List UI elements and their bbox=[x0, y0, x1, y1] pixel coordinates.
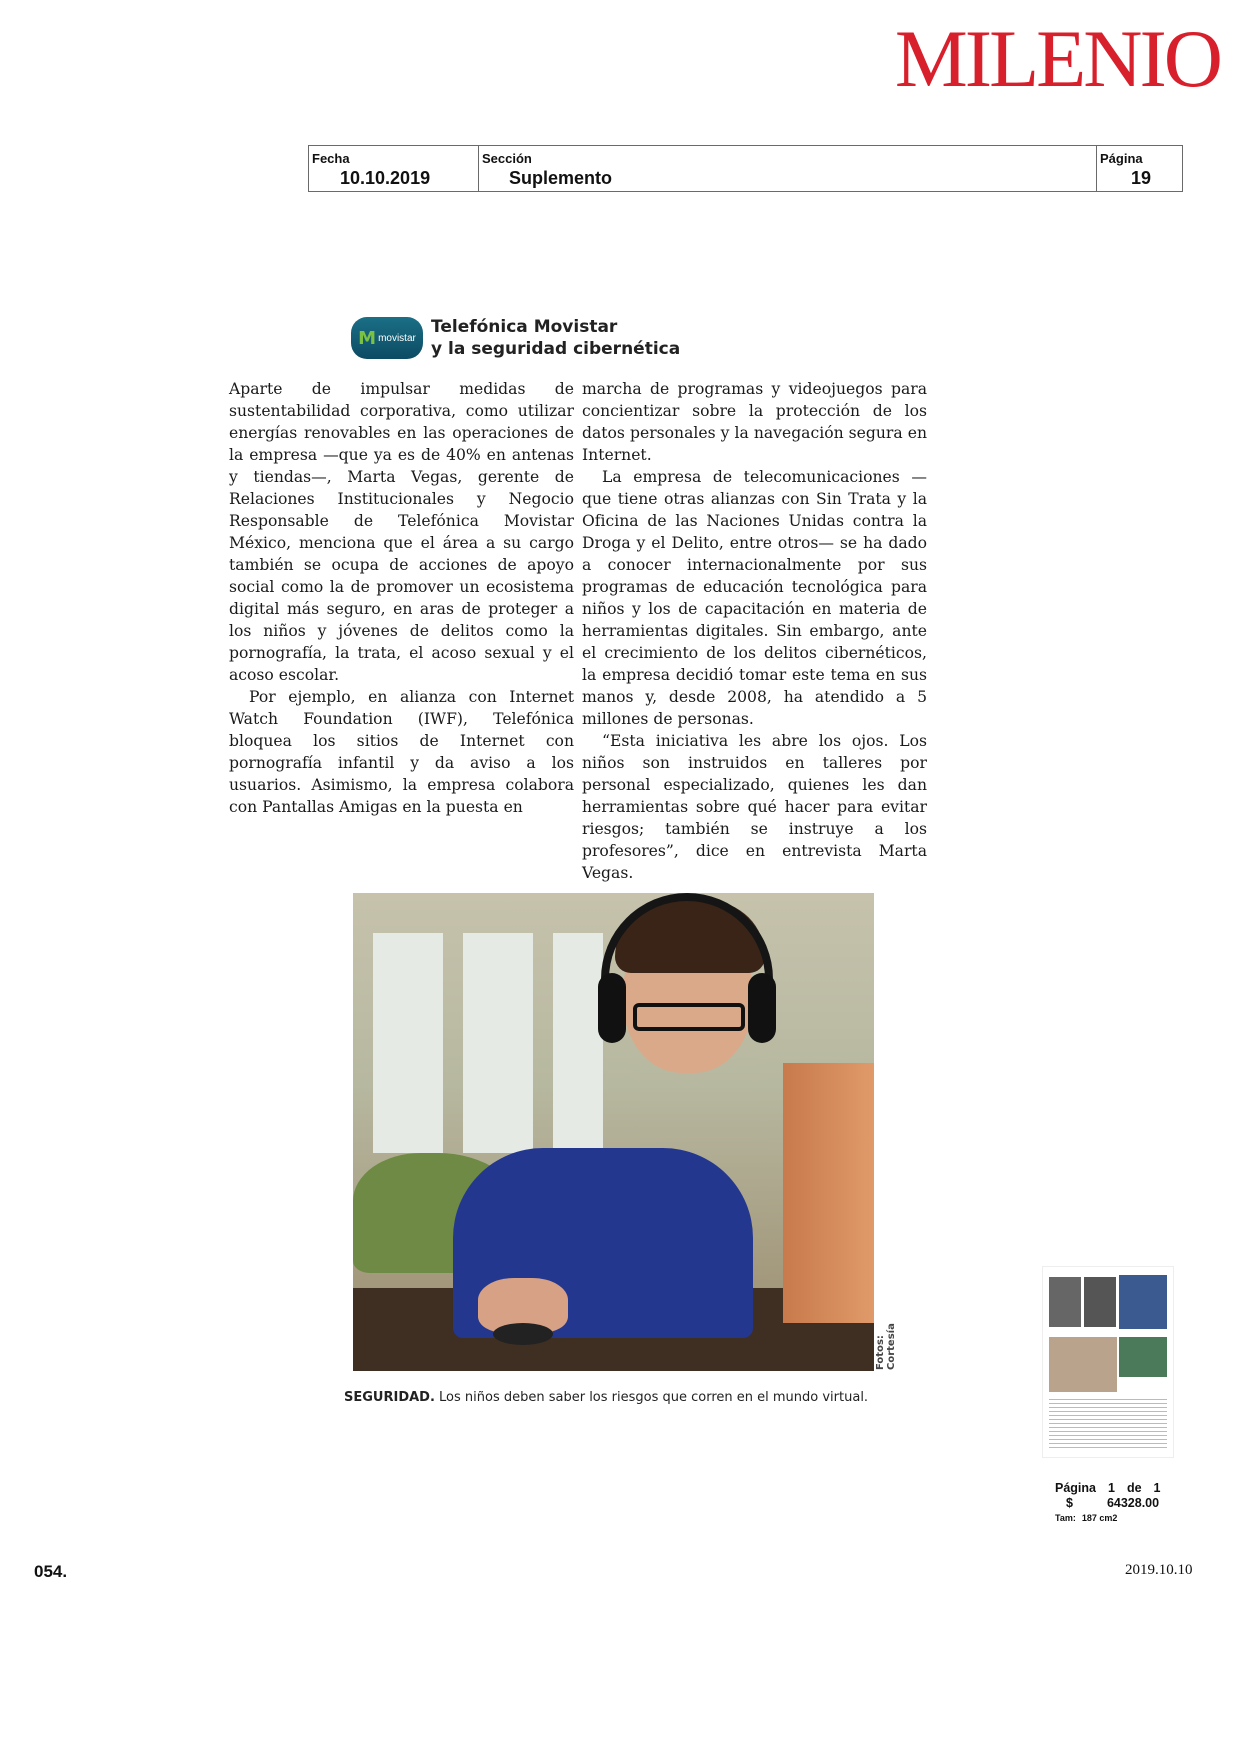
article-column-right bbox=[582, 378, 927, 884]
fecha-label: Fecha bbox=[312, 151, 350, 166]
tam-value: 187 cm2 bbox=[1081, 1513, 1118, 1523]
article-title bbox=[431, 316, 680, 360]
headphone-cup bbox=[598, 973, 626, 1043]
page-info bbox=[1055, 1481, 1195, 1526]
glasses-icon bbox=[633, 1003, 745, 1031]
pagina-current: 1 bbox=[1108, 1481, 1115, 1495]
photo-window bbox=[463, 933, 533, 1153]
de-label: de bbox=[1126, 1481, 1142, 1495]
seccion-cell bbox=[479, 146, 1097, 191]
photo-window bbox=[553, 933, 603, 1153]
caption-text: Los niños deben saber los riesgos que corren en el mundo virtual. bbox=[434, 1390, 869, 1405]
seccion-label: Sección bbox=[482, 151, 532, 166]
tam-label: Tam: bbox=[1055, 1513, 1076, 1523]
cost-symbol: $ bbox=[1066, 1496, 1073, 1510]
paragraph: Aparte de impulsar medidas de sustentabilidad corporativa, como utilizar energías renovables en las operaciones de la empresa —que ya es de 40% en antenas y tiendas—, Marta Vegas, gerente de Relaciones Institucionales y Negocio Responsable de Telefónica Movistar México, menciona que el área a su cargo también se ocupa de acciones de apoyo social como la de promover un ecosistema digital más seguro, en aras de proteger a los niños y jóvenes de delitos como la pornografía, la trata, el acoso sexual y el acoso escolar. bbox=[229, 380, 574, 684]
article-title-line2: y la seguridad cibernética bbox=[431, 339, 681, 359]
pagina-total: 1 bbox=[1153, 1481, 1161, 1495]
pagina-count-label: Página bbox=[1055, 1481, 1096, 1495]
caption-lead: SEGURIDAD. bbox=[344, 1390, 435, 1405]
laptop-icon bbox=[783, 1063, 874, 1323]
headphone-cup bbox=[748, 973, 776, 1043]
photo-window bbox=[373, 933, 443, 1153]
pagina-cell bbox=[1097, 146, 1182, 191]
photo-caption bbox=[344, 1390, 904, 1405]
article-column-left bbox=[229, 378, 574, 818]
movistar-glyph: M bbox=[358, 327, 377, 349]
thumb-text-lines bbox=[1049, 1399, 1167, 1451]
fecha-value: 10.10.2019 bbox=[340, 168, 431, 188]
cost-row bbox=[1055, 1496, 1195, 1511]
fecha-cell bbox=[309, 146, 479, 191]
thumb-block bbox=[1119, 1337, 1167, 1377]
article-title-line1: Telefónica Movistar bbox=[431, 317, 618, 337]
seccion-value: Suplemento bbox=[509, 168, 613, 188]
pagina-value: 19 bbox=[1131, 168, 1152, 188]
article-heading bbox=[351, 314, 711, 362]
paragraph: Por ejemplo, en alianza con Internet Watch Foundation (IWF), Telefónica bloquea los sitios de Internet con pornografía infantil y da aviso a los usuarios. Asimismo, la empresa colabora con Pantallas Amigas en la puesta en bbox=[229, 688, 574, 816]
thumb-block bbox=[1049, 1337, 1117, 1392]
thumb-block bbox=[1049, 1277, 1081, 1327]
article-photo bbox=[353, 893, 874, 1371]
headphones-icon bbox=[601, 893, 773, 983]
page-thumbnail bbox=[1042, 1266, 1174, 1458]
paragraph: marcha de programas y videojuegos para concientizar sobre la protección de los datos personales y la navegación segura en Internet. bbox=[582, 380, 927, 464]
metadata-box bbox=[308, 145, 1183, 192]
photo-credit: Fotos: Cortesía bbox=[875, 1323, 897, 1370]
pagina-label: Página bbox=[1100, 151, 1143, 166]
movistar-logo-icon bbox=[351, 317, 423, 359]
paragraph: La empresa de telecomunicaciones —que tiene otras alianzas con Sin Trata y la Oficina de las Naciones Unidas contra la Droga y el Delito, entre otros— se ha dado a conocer internacionalmente por sus programas de educación tecnológica para niños y los de capacitación en materia de herramientas digitales. Sin embargo, ante el crecimiento de los delitos cibernéticos, la empresa decidió tomar este tema en sus manos y, desde 2008, ha atendido a 5 millones de personas. bbox=[582, 468, 927, 728]
tam-row bbox=[1055, 1511, 1195, 1526]
footer-code: 054. bbox=[34, 1562, 68, 1581]
paragraph: “Esta iniciativa les abre los ojos. Los niños son instruidos en talleres por personal especializado, quienes les dan herramientas sobre qué hacer para evitar riesgos; también se instruye a los profesores”, dice en entrevista Marta Vegas. bbox=[582, 732, 927, 882]
page-count-row bbox=[1055, 1481, 1195, 1496]
cost-value: 64328.00 bbox=[1106, 1496, 1160, 1510]
milenio-logo: MILENIO bbox=[894, 13, 1220, 104]
movistar-word: movistar bbox=[378, 332, 416, 344]
footer-date: 2019.10.10 bbox=[1125, 1562, 1193, 1578]
thumb-block bbox=[1119, 1275, 1167, 1329]
thumb-block bbox=[1084, 1277, 1116, 1327]
mouse-icon bbox=[493, 1323, 553, 1345]
